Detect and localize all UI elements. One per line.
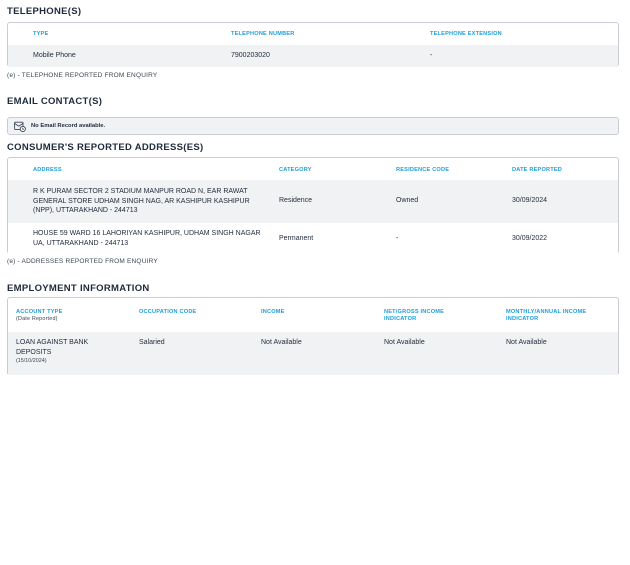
email-record-icon: [14, 121, 26, 132]
telephone-number-cell: 7900203020: [231, 52, 270, 59]
date-reported-subheader: (Date Reported): [16, 315, 58, 322]
telephone-extension-header: TELEPHONE EXTENSION: [430, 31, 502, 37]
addresses-title: CONSUMER'S REPORTED ADDRESS(ES): [7, 142, 204, 153]
account-type-header-label: ACCOUNT TYPE: [16, 309, 63, 315]
address-cell: R K PURAM SECTOR 2 STADIUM MANPUR ROAD N, EAR RAWAT GENERAL STORE UDHAM SINGH NAG, AR KASHIPUR KASHIPUR (NPP), UTTARAKHAND - 244713: [33, 188, 250, 214]
occupation-code-cell: Salaried: [139, 339, 165, 346]
address-cell: HOUSE 59 WARD 16 LAHORIYAN KASHIPUR, UDHAM SINGH NAGAR UA, UTTARAKHAND - 244713: [33, 230, 261, 247]
table-row: [8, 45, 618, 67]
telephones-table: [7, 22, 619, 67]
category-cell: Residence: [279, 197, 313, 204]
table-row: [8, 332, 618, 375]
net-gross-income-cell: Not Available: [384, 339, 425, 346]
residence-code-header: RESIDENCE CODE: [396, 167, 450, 173]
monthly-annual-income-cell: Not Available: [506, 339, 547, 346]
account-type-header: [16, 309, 63, 322]
account-date-reported: (15/10/2024): [16, 358, 47, 364]
employment-table: [7, 297, 619, 374]
telephone-extension-cell: -: [430, 52, 433, 59]
account-type-value: LOAN AGAINST BANK DEPOSITS: [16, 339, 89, 356]
table-row: [8, 223, 618, 254]
income-cell: Not Available: [261, 339, 302, 346]
telephone-number-header: TELEPHONE NUMBER: [231, 31, 295, 37]
telephone-type-cell: Mobile Phone: [33, 52, 76, 59]
telephones-title: TELEPHONE(S): [7, 6, 82, 17]
addresses-table: [7, 157, 619, 254]
category-cell: Permanent: [279, 235, 314, 242]
date-reported-header: DATE REPORTED: [512, 167, 563, 173]
date-reported-cell: 30/09/2022: [512, 235, 548, 242]
email-empty-message: No Email Record available.: [31, 123, 106, 129]
addresses-note: (e) - ADDRESSES REPORTED FROM ENQUIRY: [7, 258, 158, 265]
email-empty-box: [7, 117, 619, 135]
residence-code-cell: Owned: [396, 197, 419, 204]
occupation-code-header: OCCUPATION CODE: [139, 309, 197, 315]
account-type-cell: [16, 338, 120, 367]
telephone-type-header: TYPE: [33, 31, 49, 37]
monthly-annual-income-header: MONTHLY/ANNUAL INCOME INDICATOR: [506, 309, 587, 322]
email-title: EMAIL CONTACT(S): [7, 96, 103, 107]
category-header: CATEGORY: [279, 167, 312, 173]
residence-code-cell: -: [396, 235, 399, 242]
telephones-note: (e) - TELEPHONE REPORTED FROM ENQUIRY: [7, 72, 158, 79]
table-row: [8, 180, 618, 223]
net-gross-income-header: NET/GROSS INCOME INDICATOR: [384, 309, 445, 322]
address-header: ADDRESS: [33, 167, 62, 173]
date-reported-cell: 30/09/2024: [512, 197, 548, 204]
employment-title: EMPLOYMENT INFORMATION: [7, 283, 150, 294]
income-header: INCOME: [261, 309, 285, 315]
